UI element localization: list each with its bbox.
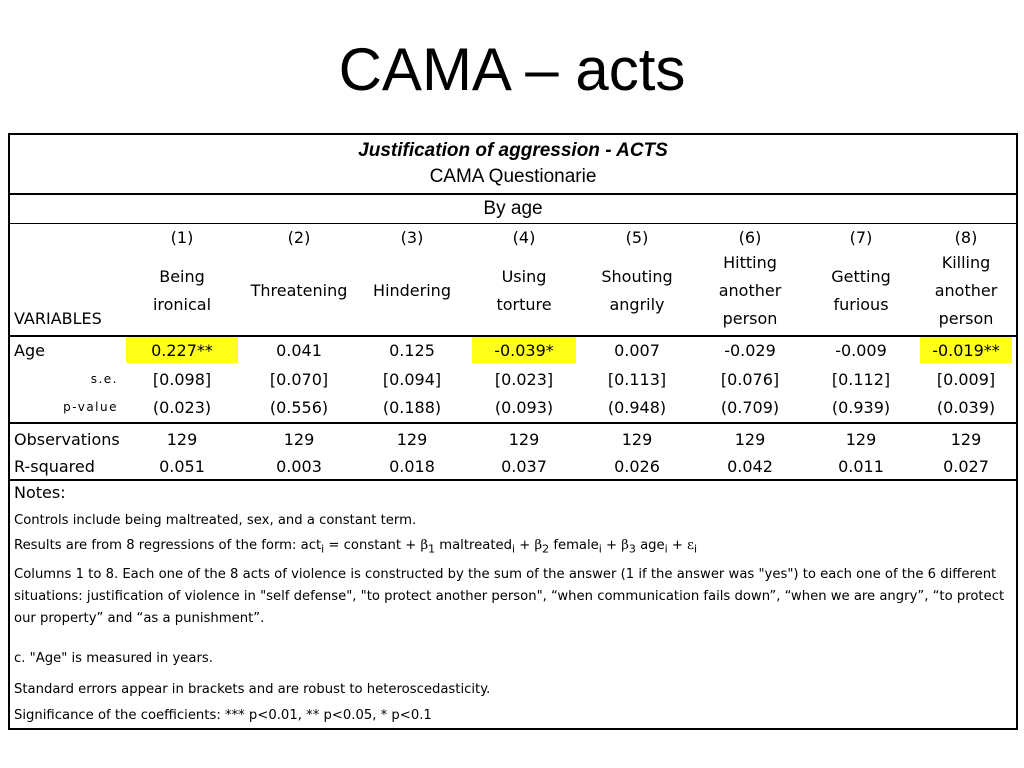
table-cell: -0.009 [835,340,887,360]
row-r-squared [10,453,1016,479]
table-cell: (0.093) [494,397,554,417]
column-name [806,251,916,331]
subscript: i [664,542,668,556]
column-name [580,251,694,331]
beta-symbol: β [420,538,429,553]
row-observations [10,425,1016,453]
table-cell: [0.076] [720,369,780,389]
subscript: i [321,542,325,556]
table-cell: [0.112] [831,369,891,389]
formula-maltreated: maltreated [435,538,512,553]
table-cell: (0.939) [831,397,891,417]
column-name-line: ironical [152,295,212,314]
table-cell: 0.027 [943,456,989,476]
table-cell: [0.094] [382,369,442,389]
formula-plus: + [515,538,535,553]
slide-title: CAMA – acts [338,36,686,103]
table-cell: 0.007 [614,340,660,360]
note-results-prefix: Results are from 8 regressions of the form: act [14,538,322,553]
formula-age: age [635,538,665,553]
subscript: 1 [428,542,436,556]
column-number: (5) [625,228,649,247]
formula-female: female [549,538,599,553]
column-name-line: person [938,309,994,328]
row-label: Age [14,340,45,360]
table-cell: (0.556) [269,397,329,417]
column-number: (1) [170,228,194,247]
table-cell: [0.009] [936,369,996,389]
column-name-line: Using [501,267,547,286]
table-cell: 0.042 [727,456,773,476]
table-cell: (0.023) [152,397,212,417]
table-cell: 129 [166,429,198,449]
column-name [122,251,242,331]
note-controls: Controls include being maltreated, sex, and a constant term. [14,513,417,528]
table-cell: 129 [845,429,877,449]
table-header [10,135,1016,195]
table-cell: -0.029 [724,340,776,360]
table-cell: [0.113] [607,369,667,389]
column-number: (7) [849,228,873,247]
column-name-line: Hitting [723,253,777,272]
column-name-line: another [934,281,998,300]
table-cell: 0.037 [501,456,547,476]
column-name [694,251,806,331]
table-subtitle: CAMA Questionarie [429,166,597,187]
column-name-line: Killing [941,253,991,272]
row-age [10,337,1016,363]
table-cell: (0.039) [936,397,996,417]
column-number: (8) [954,228,978,247]
table-cell: (0.948) [607,397,667,417]
column-name-line: Hindering [373,281,451,300]
row-p-value [10,393,1016,421]
table-cell: 0.011 [838,456,884,476]
regression-table [8,133,1018,730]
column-name [468,251,580,331]
table-cell: [0.098] [152,369,212,389]
row-label: p-value [63,400,118,414]
column-name [356,251,468,331]
table-cell: 0.018 [389,456,435,476]
note-results [14,538,1010,556]
table-cell: 0.125 [389,340,435,360]
table-cell: 129 [950,429,982,449]
column-name-line: Threatening [250,281,348,300]
column-name-line: Being [159,267,205,286]
table-cell: -0.019** [920,337,1012,363]
column-name [242,251,356,331]
table-cell: 129 [621,429,653,449]
note-significance: Significance of the coefficients: *** p<0.01, ** p<0.05, * p<0.1 [14,708,432,723]
column-name-line: Getting [831,267,891,286]
table-cell: 129 [283,429,315,449]
table-cell: [0.070] [269,369,329,389]
notes-title: Notes: [14,483,66,502]
row-label: s.e. [90,372,118,386]
row-label: Observations [14,429,120,449]
divider [10,422,1016,424]
beta-symbol: β [621,538,629,553]
table-cell: 0.051 [159,456,205,476]
subscript: i [694,542,698,556]
table-cell: [0.023] [494,369,554,389]
table-cell: 129 [508,429,540,449]
subscript: 3 [628,542,636,556]
table-cell: 0.026 [614,456,660,476]
column-name-line: person [722,309,778,328]
table-cell: (0.188) [382,397,442,417]
formula-constant: = constant + [324,538,421,553]
column-number: (6) [738,228,762,247]
note-standard-errors: Standard errors appear in brackets and are robust to heteroscedasticity. [14,682,491,697]
table-cell: 0.041 [276,340,322,360]
table-cell: 0.003 [276,456,322,476]
subscript: i [598,542,602,556]
column-number: (4) [512,228,536,247]
column-name-line: another [718,281,782,300]
variables-label: VARIABLES [14,309,102,328]
table-cell: 0.227** [126,337,238,363]
table-cell: 129 [396,429,428,449]
note-age-measured: c. "Age" is measured in years. [14,651,213,666]
column-number: (2) [287,228,311,247]
note-columns: Columns 1 to 8. Each one of the 8 acts of violence is constructed by the sum of the answer (1 if the answer was "yes") to each one of the 6 different situations: justification of violence in "self defense", "to protect another person", “when communication fails down”, “when we are angry”, “to protect our property” and “as a punishment”. [14,567,1005,626]
column-name-line: torture [496,295,552,314]
group-header: By age [10,195,1016,224]
table-cell: -0.039* [472,337,576,363]
beta-symbol: β [534,538,543,553]
epsilon-symbol: ε [687,538,695,553]
row-standard-error [10,365,1016,393]
subscript: i [512,542,516,556]
column-number: (3) [400,228,424,247]
column-name [916,251,1016,331]
divider [10,479,1016,481]
subscript: 2 [542,542,550,556]
row-label: R-squared [14,456,95,476]
table-cell: 129 [734,429,766,449]
formula-plus: + [667,538,688,553]
table-title: Justification of aggression - ACTS [358,140,668,161]
table-cell: (0.709) [720,397,780,417]
column-name-line: Shouting [601,267,673,286]
formula-plus: + [601,538,622,553]
column-name-line: furious [833,295,889,314]
column-name-line: angrily [609,295,665,314]
